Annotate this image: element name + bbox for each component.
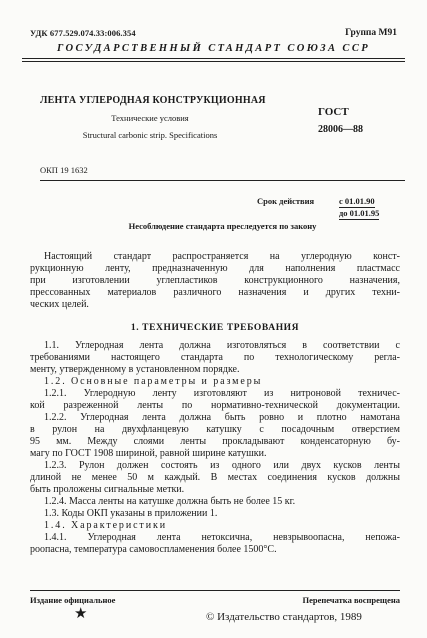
- body-line: 1.4. Характеристики: [44, 520, 167, 531]
- copyright-notice: © Издательство стандартов, 1989: [206, 611, 362, 623]
- body-line: менту, утвержденному в установленном порядке.: [30, 364, 240, 375]
- body-line: 1.2. Основные параметры и размеры: [44, 376, 263, 387]
- body-line: кой разреженной ленты по нормативно-технической документации.: [30, 400, 400, 411]
- intro-line: рукционную ленту, предназначенную для наполнения пластмасс: [30, 263, 400, 274]
- body-line: 1.4.1. Углеродная лента нетоксична, невзрывоопасна, непожа-: [44, 532, 400, 543]
- footer-rule: [30, 590, 400, 591]
- body-line: быть проложены сигнальные метки.: [30, 484, 185, 495]
- body-line: 1.1. Углеродная лента должна изготовляться в соответствии с: [44, 340, 400, 351]
- body-line: 1.3. Коды ОКП указаны в приложении 1.: [44, 508, 218, 519]
- body-line: 95 мм. Между слоями ленты прокладывают конденсаторную бу-: [30, 436, 400, 447]
- body-line: 1.2.1. Углеродную ленту изготовляют из нитроновой техничес-: [44, 388, 400, 399]
- udk-code: УДК 677.529.074.33:006.354: [30, 28, 136, 38]
- validity-from: с 01.01.90: [339, 196, 375, 206]
- state-standard-heading: ГОСУДАРСТВЕННЫЙ СТАНДАРТ СОЮЗА ССР: [56, 43, 371, 54]
- body-line: 1.2.2. Углеродная лента должна быть ровно и плотно намотана: [44, 412, 400, 423]
- official-edition-note: Издание официальное: [30, 595, 116, 605]
- document-title: ЛЕНТА УГЛЕРОДНАЯ КОНСТРУКЦИОННАЯ: [40, 95, 266, 106]
- intro-line: при изготовлении углепластиков конструкционного назначения,: [30, 275, 400, 286]
- validity-to: до 01.01.95: [339, 208, 380, 218]
- body-line: 1.2.4. Масса ленты на катушке должна быть не более 15 кг.: [44, 496, 296, 507]
- group-code: Группа М91: [345, 28, 397, 38]
- body-line: в рулон на двухфланцевую катушку с посадочным отверстием: [30, 424, 400, 435]
- intro-line: ческих целей.: [30, 299, 89, 310]
- body-line: требованиями настоящего стандарта по технологическому регла-: [30, 352, 400, 363]
- okp-rule: [40, 180, 405, 181]
- gost-label: ГОСТ: [318, 106, 349, 118]
- header-rule: [22, 58, 405, 59]
- penalty-notice: Несоблюдение стандарта преследуется по закону: [128, 221, 317, 231]
- validity-label: Срок действия: [257, 196, 315, 206]
- intro-paragraph: [30, 251, 400, 311]
- reprint-prohibited-note: Перепечатка воспрещена: [302, 595, 400, 605]
- english-title: Structural carbonic strip. Specifications: [82, 130, 218, 140]
- intro-line: прессованных материалов различного назначения и других техни-: [30, 287, 400, 298]
- body-line: магу по ГОСТ 1908 шириной, равной ширине катушки.: [30, 448, 267, 459]
- intro-line: Настоящий стандарт распространяется на углеродную конст-: [44, 251, 400, 262]
- gost-number: 28006—88: [318, 124, 363, 135]
- body-line: роопасна, температура самовоспламенения более 1500°C.: [30, 544, 277, 555]
- body-line: длиной не менее 50 м каждый. В местах соединения кусков должны: [30, 472, 400, 483]
- requirements-text: [30, 340, 400, 556]
- document-subtitle: Технические условия: [111, 113, 189, 123]
- section-title: 1. ТЕХНИЧЕСКИЕ ТРЕБОВАНИЯ: [130, 323, 300, 333]
- star-icon: ★: [74, 606, 88, 622]
- header-rule-thin: [22, 61, 405, 62]
- body-line: 1.2.3. Рулон должен состоять из одного или двух кусков ленты: [44, 460, 400, 471]
- okp-code: ОКП 19 1632: [40, 165, 88, 175]
